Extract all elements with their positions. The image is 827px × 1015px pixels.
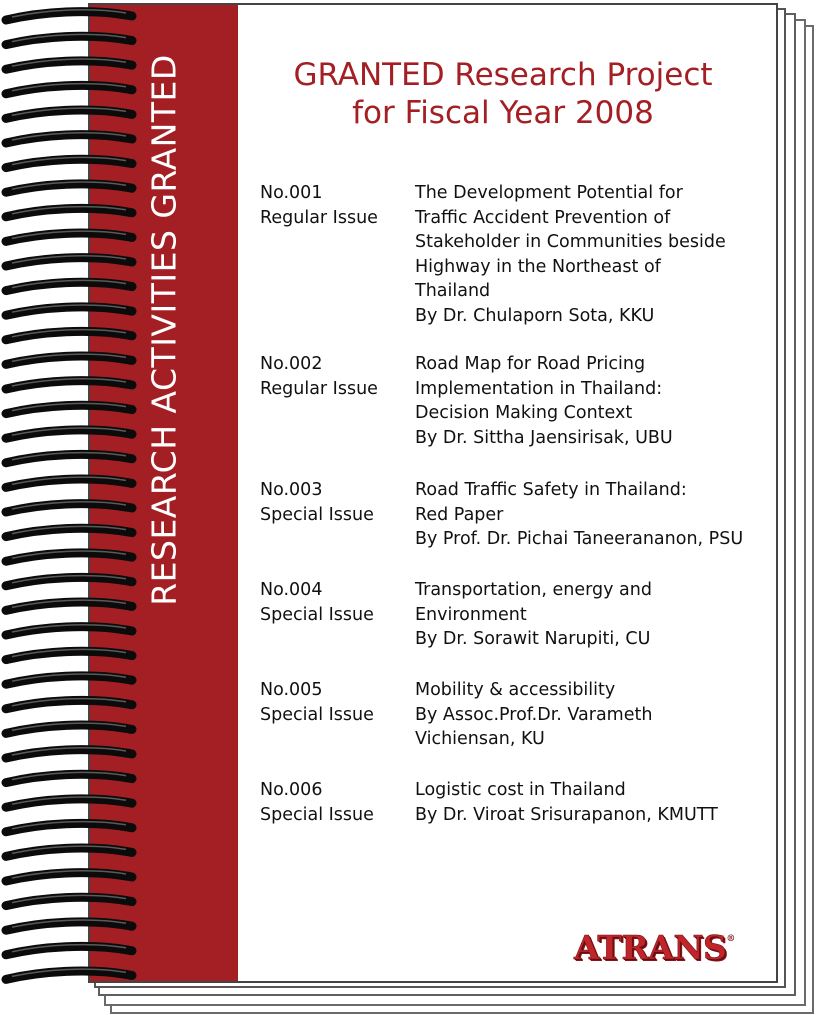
atrans-logo (574, 928, 735, 967)
entry-description-line: By Prof. Dr. Pichai Taneerananon, PSU (415, 529, 744, 549)
entry-id (260, 478, 410, 527)
coil-loop (6, 208, 132, 216)
coil-loop (6, 799, 132, 807)
coil-loop (6, 676, 132, 684)
coil-loop (6, 897, 132, 905)
coil-loop (6, 577, 132, 585)
coil-loop (6, 774, 132, 782)
coil-loop (6, 750, 132, 758)
entry-number: No.005 (260, 680, 323, 700)
coil-loop (6, 848, 132, 856)
coil-loop (6, 36, 132, 44)
entry-description-line: Mobility & accessibility (415, 680, 616, 700)
entry-id (260, 578, 410, 627)
logo-text: ATRANS (574, 928, 727, 967)
entry-number: No.006 (260, 780, 323, 800)
title-line-2: for Fiscal Year 2008 (352, 95, 654, 131)
entry-issue-type: Special Issue (260, 604, 374, 625)
coil-loop (6, 873, 132, 881)
coil-loop (6, 258, 132, 266)
title-line-1: GRANTED Research Project (293, 57, 713, 93)
registered-mark: ® (726, 934, 735, 944)
entry-description-line: Traffic Accident Prevention of (415, 207, 671, 228)
coil-loop (6, 430, 132, 438)
entry-description-line: Stakeholder in Communities beside (415, 232, 726, 252)
coil-loop (6, 233, 132, 241)
entry-description-line: Highway in the Northeast of (415, 256, 661, 277)
entry-description-line: Implementation in Thailand: (415, 378, 663, 399)
coil-loop (6, 946, 132, 954)
entry-issue-type: Special Issue (260, 504, 374, 525)
entry-id (260, 181, 410, 230)
entry-description (415, 778, 765, 827)
entry-description-line: Environment (415, 604, 527, 625)
entry-description-line: Thailand (415, 281, 491, 301)
entry-description-line: The Development Potential for (415, 183, 683, 203)
entry-description-line: Red Paper (415, 504, 504, 525)
coil-loop (6, 331, 132, 339)
coil-loop (6, 110, 132, 118)
entry-id (260, 352, 410, 401)
coil-loop (6, 135, 132, 143)
entry-description (415, 578, 765, 652)
coil-loop (6, 479, 132, 487)
entry-description-line: By Dr. Sittha Jaensirisak, UBU (415, 427, 673, 448)
entry-issue-type: Special Issue (260, 704, 374, 725)
entry-id (260, 678, 410, 727)
spine-label: RESEARCH ACTIVITIES GRANTED (144, 54, 184, 606)
coil-loop (6, 627, 132, 635)
coil-loop (6, 454, 132, 462)
coil-loop (6, 823, 132, 831)
entry-number: No.003 (260, 480, 323, 500)
entry-issue-type: Regular Issue (260, 207, 378, 228)
coil-loop (6, 405, 132, 413)
coil-loop (6, 725, 132, 733)
coil-loop (6, 381, 132, 389)
entry-description (415, 181, 765, 328)
entry-description-line: Road Map for Road Pricing (415, 354, 646, 374)
entry-description-line: By Assoc.Prof.Dr. Varameth (415, 704, 653, 725)
coil-loop (6, 504, 132, 512)
entry-description-line: Road Traffic Safety in Thailand: (415, 480, 687, 500)
entry-description-line: Transportation, energy and (415, 580, 652, 600)
entry-description-line: Decision Making Context (415, 403, 633, 423)
entry-issue-type: Special Issue (260, 804, 374, 825)
coil-loop (6, 85, 132, 93)
coil-loop (6, 159, 132, 167)
entry-issue-type: Regular Issue (260, 378, 378, 399)
spiral-binding (0, 0, 150, 1015)
coil-loop (6, 651, 132, 659)
entry-number: No.001 (260, 183, 323, 203)
coil-loop (6, 700, 132, 708)
entry-description-line: Logistic cost in Thailand (415, 780, 626, 800)
page-title (238, 56, 768, 132)
entry-description-line: By Dr. Chulaporn Sota, KKU (415, 305, 655, 326)
coil-loop (6, 356, 132, 364)
entry-description (415, 478, 765, 552)
coil-loop (6, 922, 132, 930)
entry-id (260, 778, 410, 827)
entry-description (415, 352, 765, 450)
entry-number: No.002 (260, 354, 323, 374)
entry-number: No.004 (260, 580, 323, 600)
coil-loop (6, 553, 132, 561)
entry-description-line: By Dr. Sorawit Narupiti, CU (415, 629, 651, 649)
coil-loop (6, 528, 132, 536)
entry-description-line: By Dr. Viroat Srisurapanon, KMUTT (415, 804, 718, 825)
coil-loop (6, 971, 132, 979)
coil-loop (6, 602, 132, 610)
coil-loop (6, 61, 132, 69)
entry-description-line: Vichiensan, KU (415, 729, 545, 749)
coil-loop (6, 307, 132, 315)
entry-description (415, 678, 765, 752)
coil-loop (6, 184, 132, 192)
coil-loop (6, 12, 132, 20)
coil-loop (6, 282, 132, 290)
